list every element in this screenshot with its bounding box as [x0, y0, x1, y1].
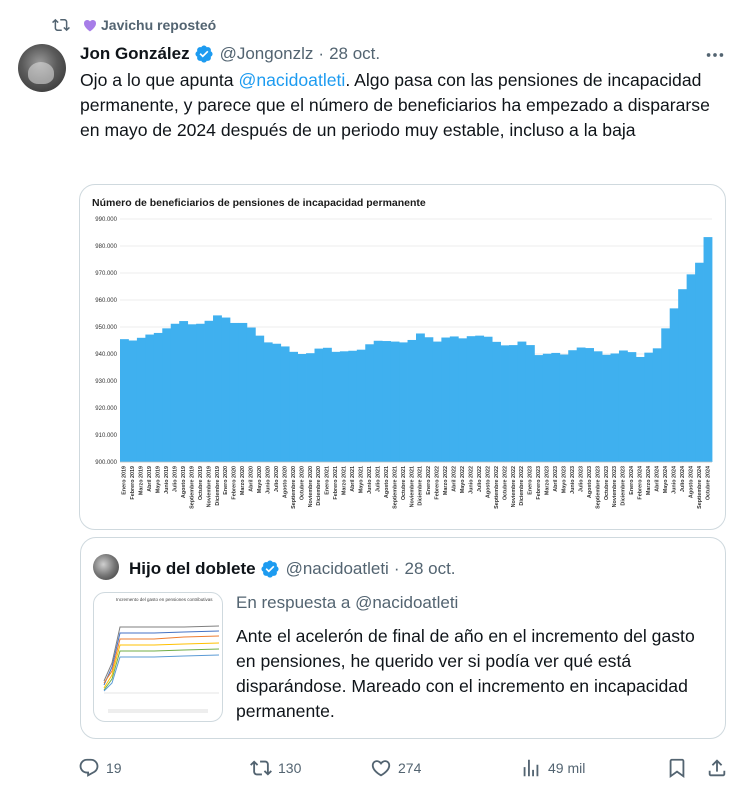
x-tick-label: Marzo 2020 [240, 466, 247, 496]
x-tick-label: Noviembre 2023 [612, 466, 619, 508]
area-bar [636, 357, 645, 462]
area-bar [281, 346, 290, 462]
x-tick-label: Septiembre 2020 [290, 466, 297, 509]
x-tick-label: Agosto 2019 [180, 466, 187, 499]
x-tick-label: Febrero 2020 [231, 466, 238, 500]
x-tick-label: Enero 2021 [324, 466, 331, 495]
area-bar [424, 337, 433, 462]
x-tick-label: Mayo 2023 [561, 466, 568, 494]
area-bar [619, 350, 628, 462]
share-button[interactable] [706, 755, 734, 781]
x-tick-label: Junio 2024 [671, 466, 678, 494]
y-tick-label: 950.000 [95, 325, 117, 331]
quoted-header [129, 558, 456, 580]
x-tick-label: Abril 2023 [553, 466, 560, 492]
x-tick-label: Agosto 2023 [586, 466, 593, 499]
views-chart-icon [520, 757, 542, 779]
repost-icon [52, 16, 70, 34]
area-bar [653, 348, 662, 462]
x-tick-label: Octubre 2020 [299, 466, 306, 501]
area-bar [416, 333, 425, 462]
x-tick-label: Marzo 2022 [443, 466, 450, 496]
reply-button[interactable] [78, 755, 122, 781]
x-tick-label: Enero 2020 [223, 466, 230, 495]
x-tick-label: Noviembre 2021 [409, 466, 416, 508]
x-tick-label: Junio 2020 [265, 466, 272, 494]
area-bar [255, 336, 264, 462]
quoted-author-handle[interactable]: @nacidoatleti [285, 559, 389, 578]
x-tick-label: Agosto 2021 [383, 466, 390, 499]
area-bar [145, 335, 154, 462]
mention-link[interactable]: @nacidoatleti [238, 70, 346, 90]
reply-to-label: En respuesta a @nacidoatleti [236, 593, 459, 612]
x-tick-label: Enero 2019 [121, 466, 128, 495]
area-bar [399, 342, 408, 462]
tweet-text-end: . Algo pasa con las pensiones de incapacidad permanente, y parece que el número de beneficiarios ha empezado a dispararse en mayo de 2024 después de un periodo muy estable, incluso a la baja [80, 70, 710, 140]
area-bar [577, 348, 586, 462]
like-count: 274 [398, 760, 422, 776]
area-bar [611, 353, 620, 462]
x-tick-label: Octubre 2024 [705, 466, 712, 501]
y-tick-label: 920.000 [95, 406, 117, 412]
area-bar [154, 333, 163, 462]
area-bar [137, 338, 146, 462]
author-avatar[interactable] [18, 44, 66, 92]
area-bar [526, 345, 535, 462]
area-bar [458, 338, 467, 462]
area-bar [365, 344, 374, 462]
area-bar [331, 352, 340, 462]
x-tick-label: Enero 2024 [629, 466, 636, 495]
area-bar [585, 348, 594, 462]
area-bar [534, 355, 543, 462]
x-tick-label: Abril 2019 [147, 466, 154, 492]
y-tick-label: 940.000 [95, 352, 117, 358]
area-bar [551, 353, 560, 462]
area-bar [162, 328, 171, 462]
x-tick-label: Abril 2022 [451, 466, 458, 492]
y-tick-label: 930.000 [95, 379, 117, 385]
author-handle[interactable]: @Jongonzlz [219, 44, 314, 63]
x-tick-label: Marzo 2019 [138, 466, 145, 496]
repost-label: reposteó [157, 17, 217, 33]
x-tick-label: Mayo 2019 [155, 466, 162, 494]
area-bar [230, 323, 239, 462]
quoted-author-name[interactable]: Hijo del doblete [129, 559, 256, 578]
thumbnail-title: Incremento del gasto en pensiones contributivas [116, 597, 213, 602]
y-tick-label: 980.000 [95, 244, 117, 250]
tweet-text [80, 68, 730, 143]
x-tick-label: Diciembre 2019 [214, 466, 221, 506]
x-tick-label: Diciembre 2020 [316, 466, 323, 506]
area-bar [289, 352, 298, 462]
area-bar [670, 308, 679, 462]
area-bar [272, 344, 281, 462]
area-bar [509, 345, 518, 462]
x-tick-label: Agosto 2024 [688, 466, 695, 499]
verified-badge-icon [260, 559, 280, 579]
area-bar [315, 349, 324, 462]
like-button[interactable] [370, 755, 421, 781]
x-tick-label: Junio 2022 [468, 466, 475, 494]
heart-icon [370, 757, 392, 779]
area-bar [475, 336, 484, 462]
x-tick-label: Mayo 2022 [460, 466, 467, 494]
area-bar [433, 342, 442, 462]
y-tick-label: 910.000 [95, 433, 117, 439]
x-tick-label: Abril 2021 [350, 466, 357, 492]
x-tick-label: Junio 2021 [366, 466, 373, 494]
repost-icon [250, 757, 272, 779]
x-tick-label: Julio 2020 [273, 466, 280, 493]
area-bar [171, 324, 180, 462]
area-bar [568, 350, 577, 462]
area-bar [492, 342, 501, 462]
x-tick-label: Septiembre 2021 [392, 466, 399, 509]
purple-heart-icon [82, 17, 98, 33]
x-tick-label: Abril 2024 [654, 466, 661, 492]
x-tick-label: Octubre 2019 [197, 466, 204, 501]
quoted-media-thumbnail[interactable] [93, 592, 223, 722]
area-bar [408, 340, 417, 462]
x-tick-label: Septiembre 2022 [493, 466, 500, 509]
bookmark-button[interactable] [666, 755, 694, 781]
x-tick-label: Agosto 2022 [485, 466, 492, 499]
area-bar [179, 321, 188, 462]
x-tick-label: Diciembre 2022 [519, 466, 526, 506]
x-tick-label: Febrero 2019 [130, 466, 137, 500]
area-bar [247, 328, 256, 462]
x-tick-label: Noviembre 2022 [510, 466, 517, 508]
x-tick-label: Junio 2019 [164, 466, 171, 494]
x-tick-label: Noviembre 2020 [307, 466, 314, 508]
x-tick-label: Marzo 2023 [544, 466, 551, 496]
repost-indicator[interactable] [52, 14, 216, 36]
repost-button[interactable] [250, 755, 301, 781]
x-tick-label: Octubre 2023 [603, 466, 610, 501]
area-bar [391, 342, 400, 462]
verified-badge-icon [194, 44, 214, 64]
x-tick-label: Noviembre 2019 [206, 466, 213, 508]
x-tick-label: Febrero 2022 [434, 466, 441, 500]
area-bar [543, 354, 552, 462]
area-bar [196, 324, 205, 462]
area-bar [661, 328, 670, 462]
area-bar [120, 339, 129, 462]
quoted-author-avatar[interactable] [93, 554, 119, 580]
area-bar [128, 341, 137, 463]
x-tick-label: Mayo 2020 [257, 466, 264, 494]
more-options-icon[interactable] [704, 44, 726, 66]
quoted-text: Ante el acelerón de final de año en el incremento del gasto en pensiones, he querido ver si podía ver qué está disparándose. Mareado con el incremento en incapacidad permanente. [236, 626, 695, 721]
tweet-text-start: Ojo a lo que apunta [80, 70, 239, 90]
x-tick-label: Abril 2020 [248, 466, 255, 492]
quoted-date[interactable]: 28 oct. [404, 559, 456, 578]
area-bar [484, 337, 493, 462]
area-bar [594, 351, 603, 462]
y-tick-label: 970.000 [95, 271, 117, 277]
area-bar [298, 354, 307, 462]
chart-title: Número de beneficiarios de pensiones de incapacidad permanente [92, 197, 426, 209]
bookmark-icon [666, 757, 688, 779]
quoted-tweet[interactable] [80, 537, 726, 739]
x-tick-label: Agosto 2020 [282, 466, 289, 499]
area-bar [323, 348, 332, 462]
author-name[interactable]: Jon González [80, 44, 190, 63]
x-tick-label: Diciembre 2023 [620, 466, 627, 506]
x-tick-label: Mayo 2021 [358, 466, 365, 494]
x-tick-label: Mayo 2024 [662, 466, 669, 494]
area-bar [704, 237, 713, 462]
x-tick-label: Septiembre 2024 [696, 466, 703, 509]
x-tick-label: Septiembre 2023 [595, 466, 602, 509]
thumbnail-line-chart [94, 593, 223, 722]
y-tick-label: 900.000 [95, 460, 117, 466]
x-tick-label: Marzo 2024 [646, 466, 653, 496]
tweet-header [80, 42, 380, 66]
area-bar [221, 318, 230, 462]
x-tick-label: Julio 2019 [172, 466, 179, 493]
area-bar [374, 341, 383, 462]
area-bar [501, 345, 510, 462]
area-bar [627, 352, 636, 462]
y-tick-label: 960.000 [95, 298, 117, 304]
area-bar [306, 353, 315, 462]
separator-dot: · [318, 44, 325, 63]
area-bar [687, 274, 696, 462]
views-count: 49 mil [548, 760, 586, 776]
reply-count: 19 [106, 760, 122, 776]
x-tick-label: Febrero 2024 [637, 466, 644, 500]
area-bar [467, 336, 476, 462]
x-tick-label: Enero 2023 [527, 466, 534, 495]
area-bar [644, 353, 653, 462]
action-bar [78, 755, 730, 781]
views-button[interactable] [520, 755, 585, 781]
x-tick-label: Marzo 2021 [341, 466, 348, 496]
area-bar [602, 355, 611, 462]
x-tick-label: Julio 2022 [476, 466, 483, 493]
tweet-date[interactable]: 28 oct. [329, 44, 381, 63]
repost-count: 130 [278, 760, 302, 776]
area-bar [441, 338, 450, 462]
area-bar [695, 263, 704, 462]
area-bar [340, 351, 349, 462]
area-bar [678, 289, 687, 462]
x-tick-label: Julio 2021 [375, 466, 382, 493]
area-bar [205, 321, 214, 462]
area-bar [264, 342, 273, 462]
area-bar [238, 323, 247, 462]
area-bar [450, 336, 459, 462]
x-tick-label: Octubre 2021 [400, 466, 407, 501]
area-bar [560, 355, 569, 462]
area-bar [357, 350, 366, 462]
x-tick-label: Octubre 2022 [502, 466, 509, 501]
x-tick-label: Febrero 2023 [536, 466, 543, 500]
separator-dot: · [393, 559, 400, 578]
area-bar [517, 342, 526, 462]
x-tick-label: Septiembre 2019 [189, 466, 196, 509]
x-tick-label: Julio 2024 [679, 466, 686, 493]
x-tick-label: Enero 2022 [426, 466, 433, 495]
share-icon [706, 757, 728, 779]
y-tick-label: 990.000 [95, 217, 117, 223]
tweet-media-chart[interactable] [79, 184, 726, 530]
x-tick-label: Febrero 2021 [333, 466, 340, 500]
area-bar [213, 315, 222, 462]
x-tick-label: Diciembre 2021 [417, 466, 424, 506]
repost-user[interactable]: Javichu [101, 17, 154, 33]
area-bar [348, 351, 357, 462]
x-tick-label: Junio 2023 [569, 466, 576, 494]
area-bar [382, 341, 391, 462]
x-tick-label: Julio 2023 [578, 466, 585, 493]
area-bar [188, 324, 197, 462]
reply-icon [78, 757, 100, 779]
chart-svg [80, 185, 726, 530]
